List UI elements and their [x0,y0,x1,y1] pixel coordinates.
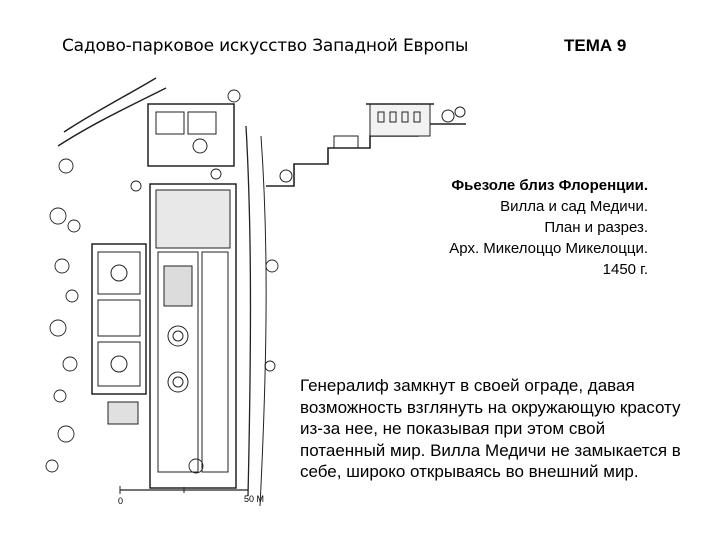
scale-start-label: 0 [118,496,124,506]
caption-location: Фьезоле близ Флоренции. [451,177,648,194]
page-title: Садово-парковое искусство Западной Европы [62,36,469,56]
figure-caption [388,175,648,280]
scale-end-label: 50 М [244,494,265,504]
garden-plan-drawing [36,66,284,510]
body-paragraph: Генералиф замкнут в своей ограде, давая возможность взглянуть на окружающую красоту из-за нее, не показывая при этом свой потаенный мир. Вилла Медичи не замыкается в себе, широко открываясь во внешний мир. [300,376,681,481]
caption-architect: Арх. Микелоццо Микелоцци. [449,240,648,257]
caption-year: 1450 г. [602,261,648,278]
topic-label: ТЕМА 9 [564,36,627,55]
caption-type: План и разрез. [544,219,648,236]
caption-subject: Вилла и сад Медичи. [500,198,648,215]
